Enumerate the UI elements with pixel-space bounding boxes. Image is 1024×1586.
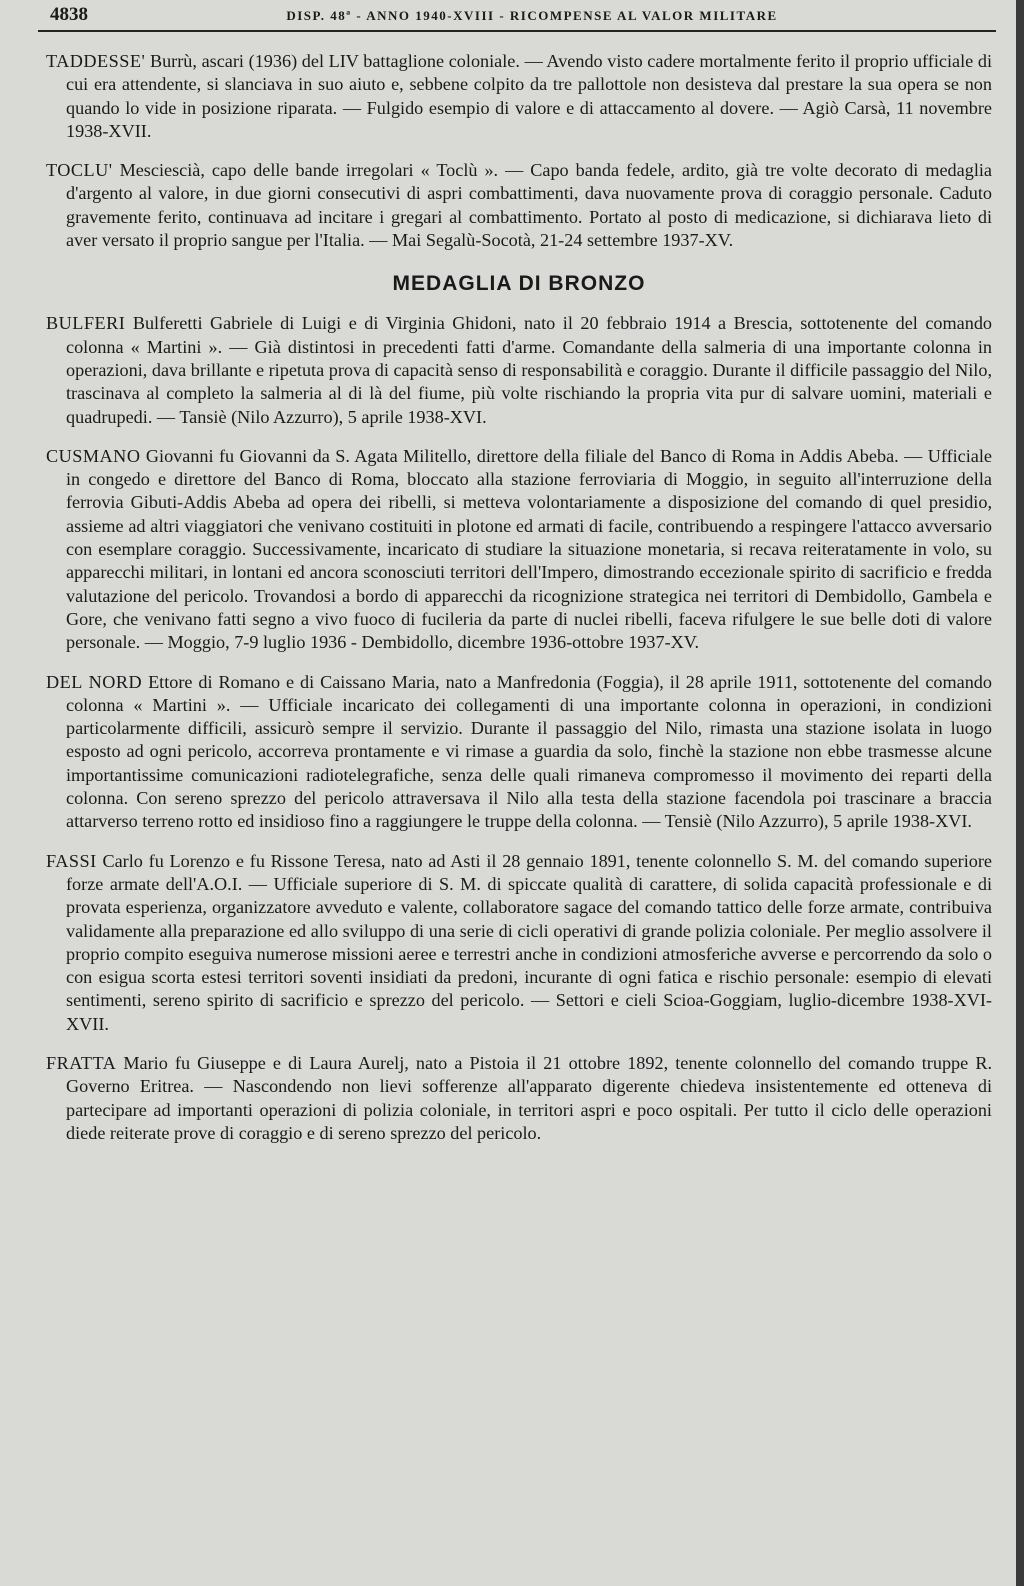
citation-text: Burrù, ascari (1936) del LIV battaglione coloniale. — Avendo visto cadere mortalmente ferito il proprio ufficiale di cui era attendente, si slanciava in suo aiuto e, sebbene colpito da tre pallottole non desisteva dal prestare la sua opera se non quando lo vide in posizione riparata. — Fulgido esempio di valore e di attaccamento al dovere. — Agiò Carsà, 11 novembre 1938-XVII. [66, 51, 992, 141]
scan-edge [1016, 0, 1024, 1586]
section-title: MEDAGLIA DI BRONZO [392, 272, 646, 296]
citation-surname: FASSI [46, 850, 97, 871]
citation-surname: FRATTA [46, 1052, 117, 1073]
citation-text: Mario fu Giuseppe e di Laura Aurelj, nato a Pistoia il 21 ottobre 1892, tenente colonnello del comando truppe R. Governo Eritrea. — Nascondendo non lievi sofferenze all'apparato digerente chiedeva insistentemente ed otteneva di partecipare ad importanti operazioni di polizia coloniale, in territori aspri e poco ospitali. Per tutto il ciclo delle operazioni diede reiterate prove di coraggio e di sereno sprezzo del pericolo. [66, 1052, 992, 1143]
page-header [38, 0, 996, 32]
citation-entry [46, 312, 992, 428]
citation-entry [46, 159, 992, 252]
citation-text: Ettore di Romano e di Caissano Maria, nato a Manfredonia (Foggia), il 28 aprile 1911, sottotenente del comando colonna « Martini ». — Ufficiale incaricato dei collegamenti di una importante colonna in operazioni, in condizioni particolarmente difficili, assicurò sempre il servizio. Durante il passaggio del Nilo, rimasta una stazione isolata in luogo esposto ad ogni pericolo, accorreva prontamente e vi rimase a guardia da solo, finchè la stazione non ebbe trasmesse alcune importantissime comunicazioni radiotelegrafiche, senza delle quali rimaneva compromesso il movimento dei reparti della colonna. Con sereno sprezzo del pericolo attraversava il Nilo alla testa della stazione facendola poi trascinare a braccia attarverso terreno rotto ed insidioso fino a raggiungere le truppe della colonna. — Tensiè (Nilo Azzurro), 5 aprile 1938-XVI. [66, 671, 992, 832]
citation-surname: DEL NORD [46, 671, 143, 692]
citation-entry [46, 1052, 992, 1145]
citation-surname: CUSMANO [46, 445, 141, 466]
citation-entry [46, 850, 992, 1036]
citation-entry [46, 445, 992, 655]
citation-surname: BULFERI [46, 313, 126, 334]
running-head: DISP. 48ª - ANNO 1940-XVIII - RICOMPENSE AL VALOR MILITARE [286, 8, 778, 23]
citation-text: Giovanni fu Giovanni da S. Agata Militello, direttore della filiale del Banco di Roma in Addis Abeba. — Ufficiale in congedo e direttore del Banco di Roma, bloccato alla stazione ferroviaria di Moggio, in seguito all'interruzione della ferrovia Gibuti-Addis Abeba ad opera dei ribelli, si metteva volontariamente a disposizione del comando di quel presidio, assieme ad altri viaggiatori che venivano costituiti in plotone ed armati di facile, contribuendo a respingere l'attacco avversario con esemplare coraggio. Successivamente, incaricato di studiare la situazione monetaria, si recava reiteratamente in volo, su apparecchi militari, in lontani ed ancora sconosciuti territori dell'Impero, dimostrando eccezionale spirito di sacrificio e fredda valutazione del pericolo. Trovandosi a bordo di apparecchi da ricognizione strategica nei territori di Dembidollo, Gambela e Gore, che venivano fatti segno a vivo fuoco di fucileria da parte di nuclei ribelli, faceva rifulgere le sue belle doti di valore personale. — Moggio, 7-9 luglio 1936 - Dembidollo, dicembre 1936-ottobre 1937-XV. [66, 445, 992, 653]
citation-text: Mesciescià, capo delle bande irregolari « Toclù ». — Capo banda fedele, ardito, già tre volte decorato di medaglia d'argento al valore, in due giorni consecutivi di aspri combattimenti, dava nuovamente prova di coraggio personale. Caduto gravemente ferito, continuava ad incitare i gregari al combattimento. Portato al posto di medicazione, si dichiarava lieto di aver versato il proprio sangue per l'Italia. — Mai Segalù-Socotà, 21-24 settembre 1937-XV. [66, 160, 992, 251]
citation-surname: TOCLU' [46, 160, 113, 181]
citation-text: Bulferetti Gabriele di Luigi e di Virginia Ghidoni, nato il 20 febbraio 1914 a Brescia, sottotenente del comando colonna « Martini ». — Già distintosi in precedenti fatti d'arme. Comandante della salmeria di una importante colonna in operazioni, dava brillante e ripetuta prova di capacità senso di responsabilità e coraggio. Durante il difficile passaggio del Nilo, trascinava al completo la salmeria al di là del fiume, più volte rischiando la propria vita pur di salvare uomini, materiali e quadrupedi. — Tansiè (Nilo Azzurro), 5 aprile 1938-XVI. [66, 313, 993, 427]
citation-entry [46, 50, 992, 143]
citation-surname: TADDESSE' [46, 51, 146, 71]
page-number: 4838 [50, 4, 88, 25]
citations-list [46, 50, 992, 1145]
citation-entry [46, 671, 992, 834]
citation-text: Carlo fu Lorenzo e fu Rissone Teresa, nato ad Asti il 28 gennaio 1891, tenente colonnello S. M. del comando superiore forze armate dell'A.O.I. — Ufficiale superiore di S. M. di spiccate qualità di carattere, di solida capacità professionale e di provata esperienza, organizzatore avveduto e valente, collaboratore sagace del comando tattico delle forze armate, contribuiva validamente alla preparazione ed allo sviluppo di una serie di cicli operativi di grande polizia coloniale. Per meglio assolvere il proprio compito eseguiva numerose missioni aeree e terrestri anche in condizioni atmosferiche avverse e percorrendo da solo o con esigua scorta estesi territori soventi insidiati da predoni, incurante di ogni fatica e rischio personale: esempio di elevati sentimenti, sereno spirito di sacrificio e sprezzo del pericolo. — Settori e cieli Scioa-Goggiam, luglio-dicembre 1938-XVI-XVII. [66, 850, 993, 1034]
